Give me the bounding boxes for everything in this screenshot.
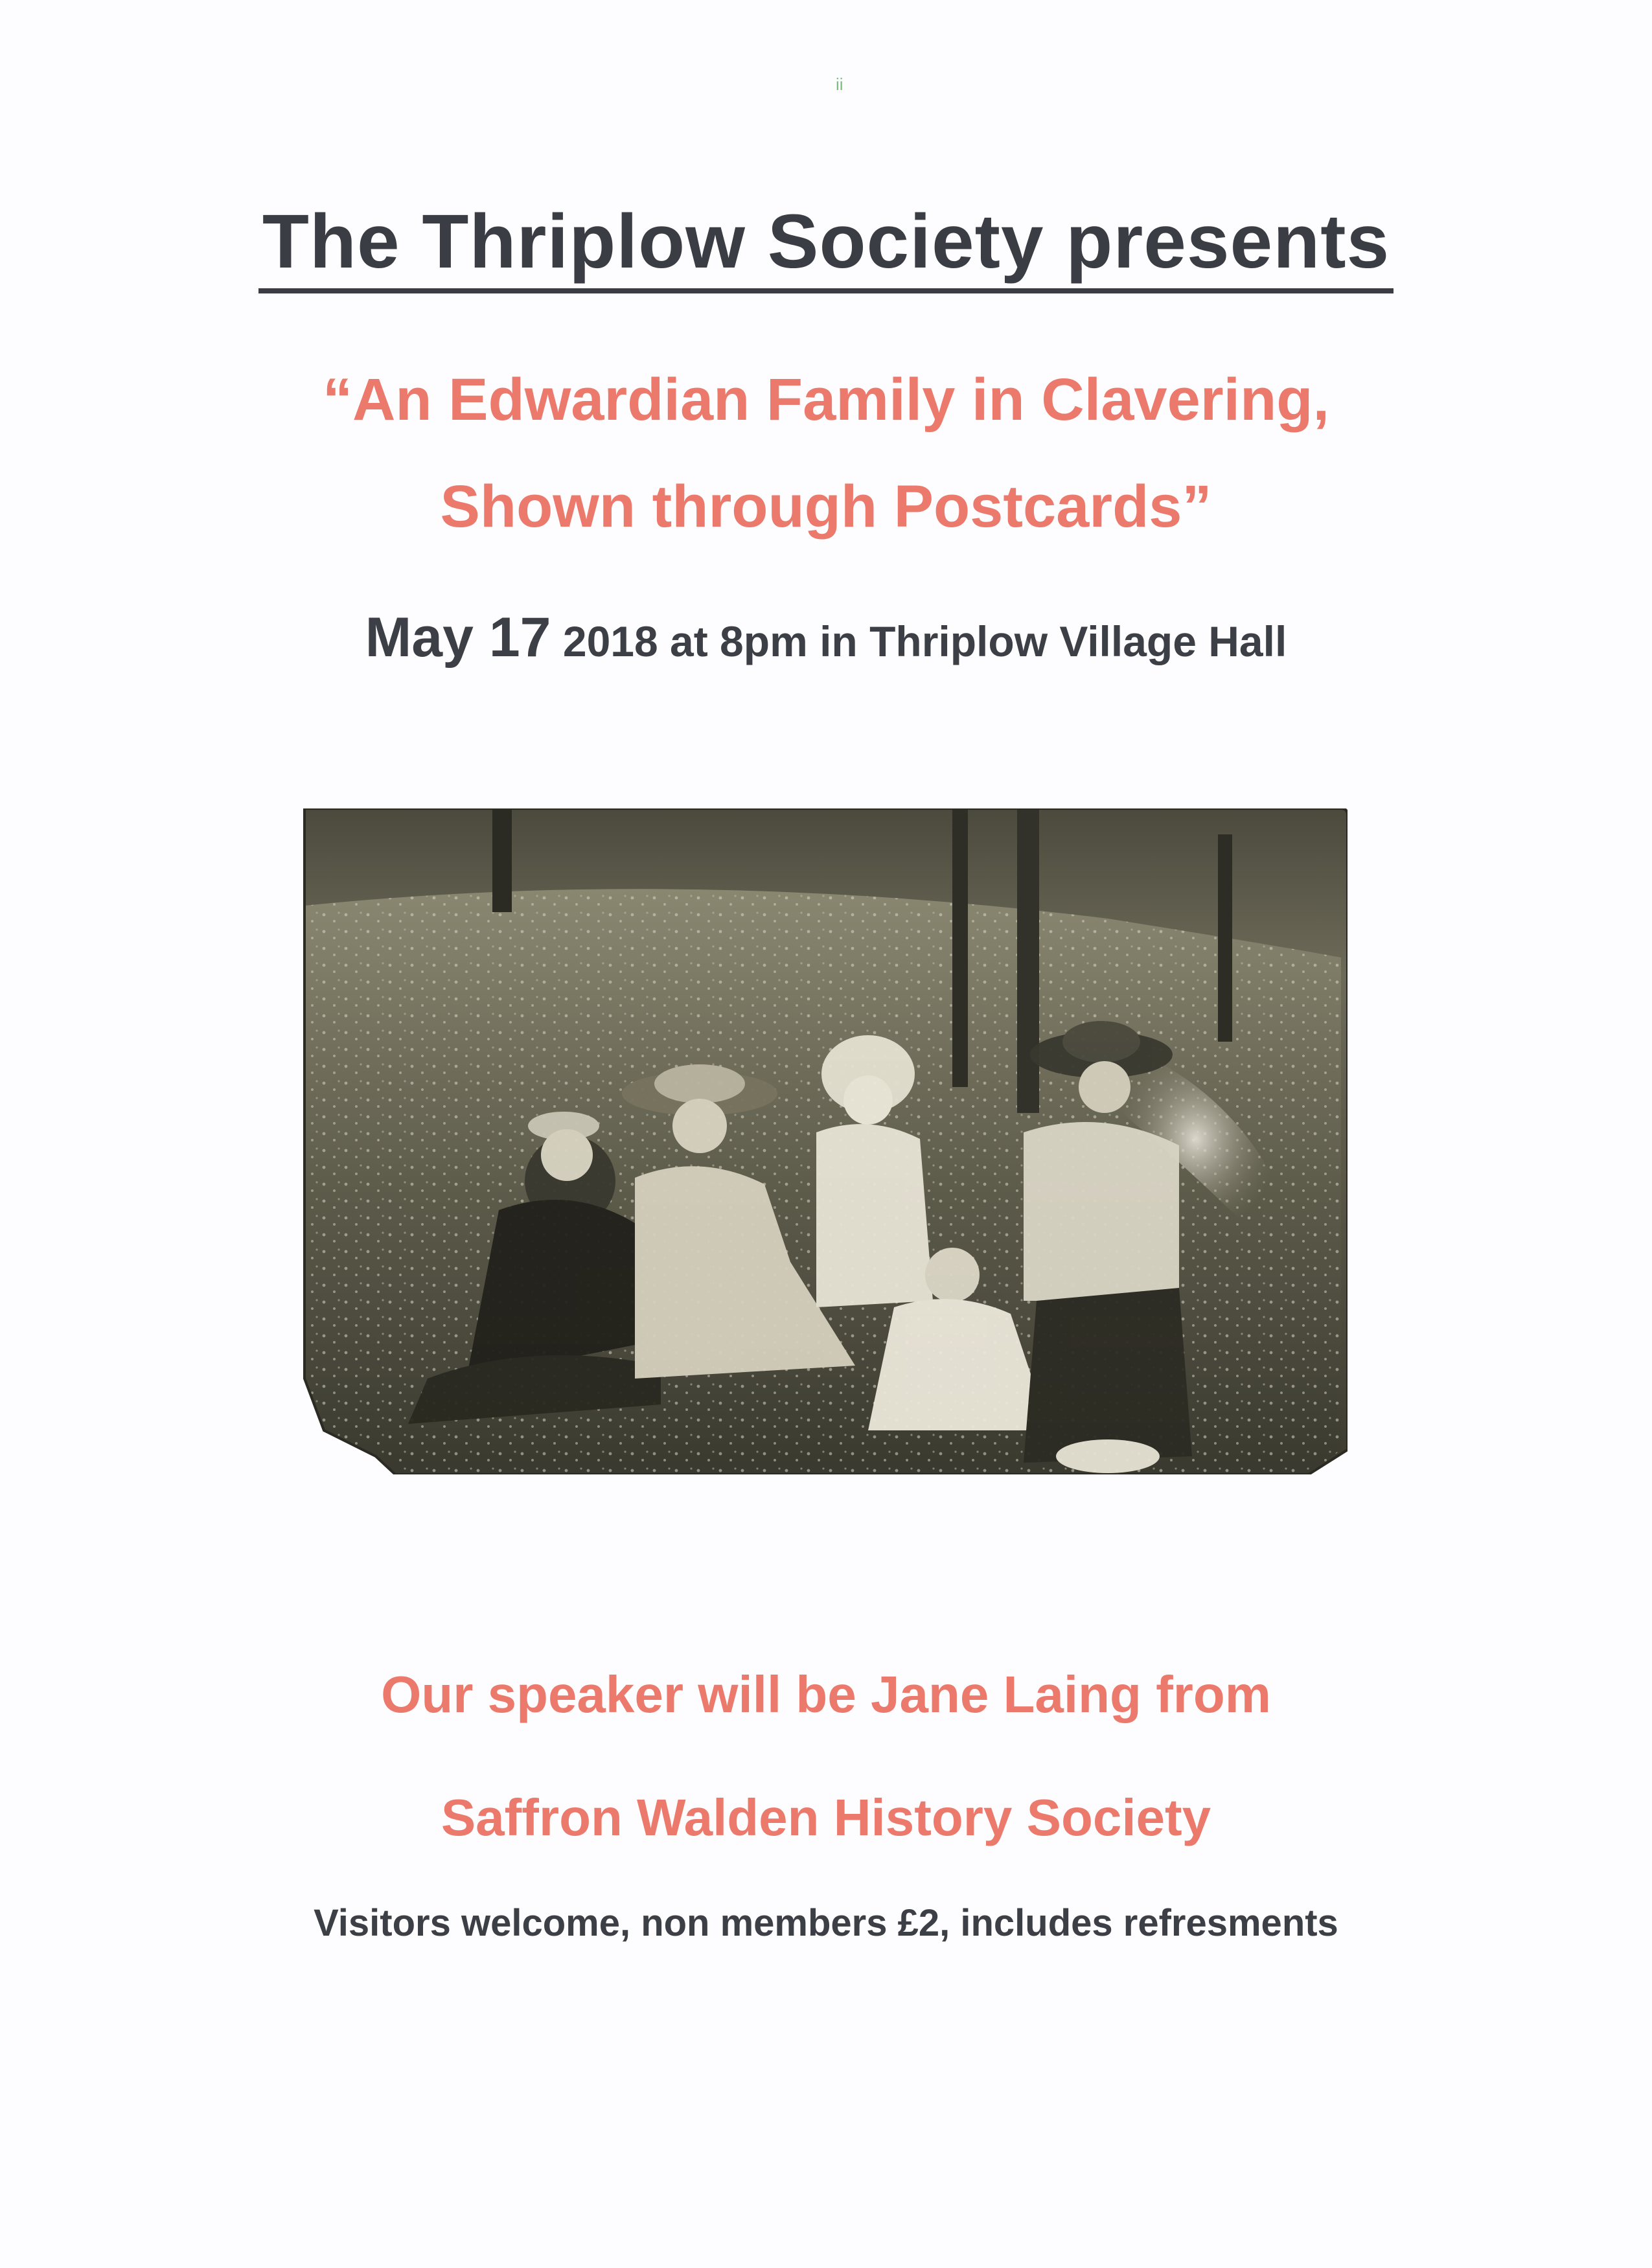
- page-heading: [0, 198, 1652, 286]
- heading-text: The Thriplow Society presents: [258, 199, 1394, 293]
- event-details: 2018 at 8pm in Thriplow Village Hall: [562, 617, 1287, 665]
- speaker-line-2: Saffron Walden History Society: [441, 1789, 1211, 1846]
- admission-info: Visitors welcome, non members £2, includes refresments: [314, 1902, 1338, 1944]
- ink-speck: ii: [836, 74, 843, 94]
- family-postcard-photo: [298, 808, 1348, 1474]
- talk-title-line-1: “An Edwardian Family in Clavering,: [322, 367, 1330, 433]
- event-date-line: [0, 606, 1652, 670]
- event-date: May 17: [365, 606, 551, 669]
- talk-title-line-2: Shown through Postcards”: [440, 474, 1212, 540]
- speaker-line-1: Our speaker will be Jane Laing from: [381, 1666, 1271, 1723]
- sepia-family-postcard-photo-icon: [298, 808, 1348, 1474]
